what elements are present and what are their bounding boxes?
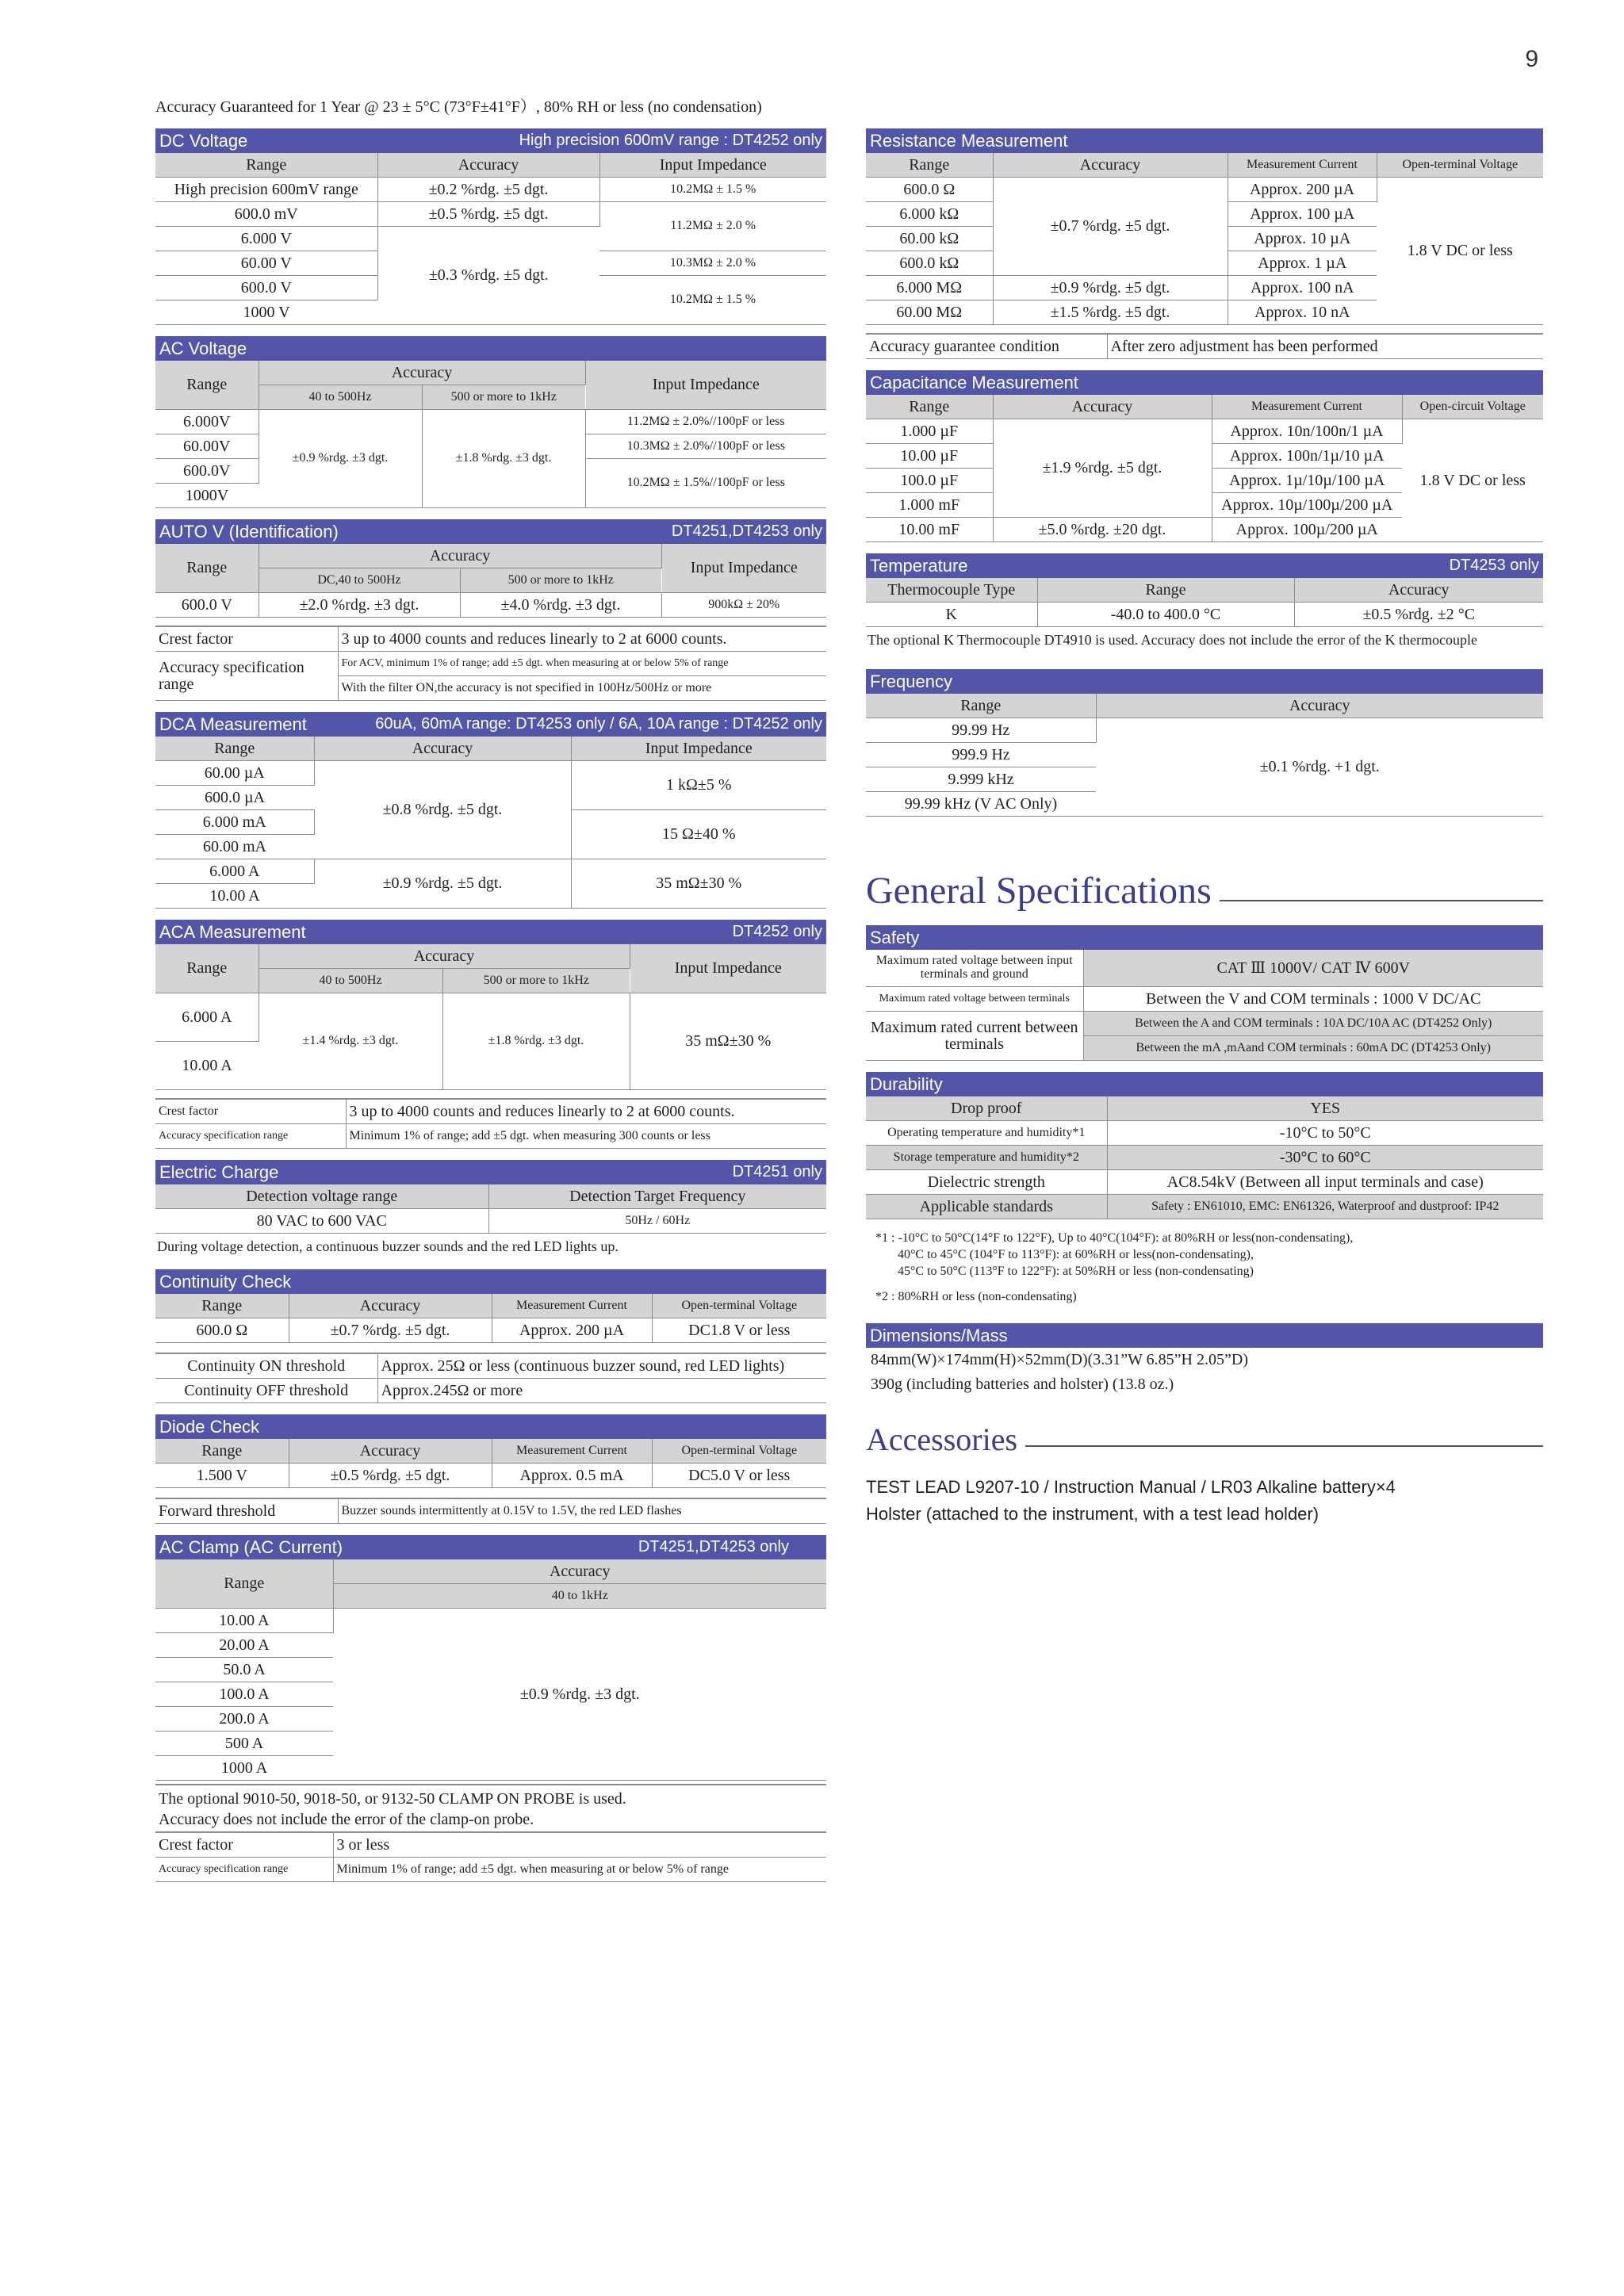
dimensions-line: 84mm(W)×174mm(H)×52mm(D)(3.31”W 6.85”H 2.05”D) [871, 1351, 1248, 1369]
table-cell: Approx. 0.5 mA [492, 1464, 652, 1488]
row-label: Maximum rated current between terminals [866, 1012, 1083, 1061]
table-cell: K [866, 603, 1037, 627]
table-cell: Approx. 200 µA [492, 1318, 652, 1343]
table-cell: Approx. 10 µA [1228, 227, 1377, 251]
col-header: Input Impedance [585, 361, 826, 410]
row-label: Forward threshold [155, 1498, 338, 1524]
col-header: Accuracy [259, 944, 630, 969]
col-header: Input Impedance [630, 944, 826, 993]
capacitance-section [866, 370, 1543, 542]
row-value: Between the V and COM terminals : 1000 V DC/AC [1083, 987, 1543, 1012]
table-cell: 10.00 µF [866, 444, 993, 469]
table-cell: 10.2MΩ ± 1.5 % [599, 178, 826, 202]
table-cell: 600.0 µA [155, 786, 314, 810]
table-cell: 999.9 Hz [866, 743, 1096, 767]
section-header [866, 925, 1543, 950]
col-header: Measurement Current [492, 1439, 652, 1464]
table-cell: 1.8 V DC or less [1402, 419, 1543, 542]
electric-charge-section [155, 1160, 826, 1258]
accessories-heading [866, 1421, 1543, 1458]
col-subheader: 40 to 1kHz [333, 1584, 826, 1609]
row-value: Minimum 1% of range; add ±5 dgt. when measuring at or below 5% of range [333, 1858, 826, 1882]
section-header [866, 128, 1543, 153]
table-cell: Approx. 1 µA [1228, 251, 1377, 276]
row-label: Operating temperature and humidity*1 [866, 1121, 1107, 1146]
diode-table [155, 1439, 826, 1488]
table-cell: 600.0 kΩ [866, 251, 993, 276]
col-header: Open-circuit Voltage [1402, 395, 1543, 419]
clamp-notes-table [155, 1831, 826, 1882]
table-cell: Approx. 10 nA [1228, 300, 1377, 325]
table-cell: 60.00 MΩ [866, 300, 993, 325]
col-header: Accuracy [993, 153, 1228, 178]
auto-v-section [155, 519, 826, 701]
col-header: Accuracy [1096, 694, 1543, 718]
right-column [866, 128, 1543, 1528]
table-cell: ±1.8 %rdg. ±3 dgt. [422, 410, 585, 508]
durability-footnotes [866, 1230, 1543, 1306]
footnote: 45°C to 50°C (113°F to 122°F): at 50%RH or less (non-condensating) [898, 1264, 1254, 1278]
auto-v-notes-table [155, 626, 826, 701]
table-cell: 1000V [155, 484, 259, 508]
col-header: Range [1037, 578, 1294, 603]
section-title: Safety [870, 928, 920, 947]
section-title: AC Clamp (AC Current) [159, 1537, 343, 1557]
row-value: With the filter ON,the accuracy is not specified in 100Hz/500Hz or more [338, 676, 826, 701]
row-value: YES [1107, 1096, 1543, 1121]
table-cell: ±0.1 %rdg. +1 dgt. [1096, 718, 1543, 817]
col-subheader: 40 to 500Hz [259, 969, 442, 993]
table-cell: Approx. 100 nA [1228, 276, 1377, 300]
row-value: Approx. 25Ω or less (continuous buzzer sound, red LED lights) [377, 1353, 826, 1379]
table-cell: ±0.5 %rdg. ±5 dgt. [377, 202, 599, 227]
section-title: Electric Charge [159, 1162, 279, 1182]
col-header: Accuracy [259, 544, 661, 568]
table-cell: High precision 600mV range [155, 178, 377, 202]
row-value: 3 up to 4000 counts and reduces linearly to 2 at 6000 counts. [346, 1099, 826, 1124]
table-cell: 9.999 kHz [866, 767, 1096, 792]
table-cell: 60.00 kΩ [866, 227, 993, 251]
table-cell: 900kΩ ± 20% [661, 593, 826, 618]
capacitance-table [866, 395, 1543, 542]
col-header: Measurement Current [1212, 395, 1402, 419]
row-label: Continuity OFF threshold [155, 1379, 377, 1403]
section-title: Frequency [870, 672, 952, 691]
row-label: Applicable standards [866, 1195, 1107, 1219]
section-header [866, 553, 1543, 578]
section-header [155, 1414, 826, 1439]
table-cell: 20.00 A [155, 1633, 333, 1658]
clamp-note [155, 1785, 826, 1831]
table-cell: Approx. 1µ/10µ/100 µA [1212, 469, 1402, 493]
section-note: DT4251 only [732, 1163, 822, 1181]
table-cell: ±0.5 %rdg. ±5 dgt. [289, 1464, 492, 1488]
col-header: Detection voltage range [155, 1184, 488, 1209]
col-header: Input Impedance [571, 737, 826, 761]
col-subheader: 500 or more to 1kHz [460, 568, 661, 593]
table-cell: 1.000 mF [866, 493, 993, 518]
table-cell: 6.000 kΩ [866, 202, 993, 227]
table-cell: 600.0V [155, 459, 259, 484]
col-header: Range [866, 694, 1096, 718]
table-cell: 35 mΩ±30 % [571, 859, 826, 909]
aca-table [155, 944, 826, 1090]
resistance-table [866, 153, 1543, 325]
table-cell: 10.2MΩ ± 1.5%//100pF or less [585, 459, 826, 508]
table-cell: ±0.9 %rdg. ±5 dgt. [314, 859, 571, 909]
section-title: Resistance Measurement [870, 131, 1068, 151]
auto-v-table [155, 544, 826, 618]
section-title: Continuity Check [159, 1272, 292, 1292]
safety-table [866, 950, 1543, 1061]
row-label: Accuracy guarantee condition [866, 334, 1107, 359]
table-cell: 6.000 A [155, 993, 259, 1042]
clamp-note-line: Accuracy does not include the error of the clamp-on probe. [159, 1811, 534, 1828]
table-cell: 99.99 kHz (V AC Only) [866, 792, 1096, 817]
table-cell: Approx. 10µ/100µ/200 µA [1212, 493, 1402, 518]
table-cell: ±0.9 %rdg. ±3 dgt. [333, 1609, 826, 1781]
footnote: *2 : 80%RH or less (non-condensating) [875, 1290, 1077, 1304]
resistance-section [866, 128, 1543, 359]
dc-voltage-table [155, 153, 826, 325]
col-header: Input Impedance [661, 544, 826, 593]
table-cell: ±1.5 %rdg. ±5 dgt. [993, 300, 1228, 325]
row-label: Drop proof [866, 1096, 1107, 1121]
table-cell: Approx. 200 µA [1228, 178, 1377, 202]
footnote: During voltage detection, a continuous buzzer sounds and the red LED lights up. [157, 1238, 619, 1254]
section-note: 60uA, 60mA range: DT4253 only / 6A, 10A range : DT4252 only [375, 715, 822, 733]
col-header: Range [155, 1294, 289, 1318]
row-value: 3 or less [333, 1832, 826, 1858]
table-cell: 60.00 mA [155, 835, 314, 859]
col-header: Range [866, 395, 993, 419]
resistance-condition-table [866, 333, 1543, 359]
col-header: Measurement Current [492, 1294, 652, 1318]
accessories-text [866, 1474, 1543, 1528]
table-cell: 1000 V [155, 300, 377, 325]
dc-voltage-section [155, 128, 826, 325]
table-cell: 10.00 A [155, 1609, 333, 1633]
table-cell: 60.00 V [155, 251, 377, 276]
section-header [866, 1072, 1543, 1096]
section-title: AC Voltage [159, 339, 247, 358]
page-number: 9 [1525, 46, 1538, 72]
section-note: High precision 600mV range : DT4252 only [519, 132, 822, 149]
electric-charge-table [155, 1184, 826, 1234]
col-subheader: 500 or more to 1kHz [442, 969, 630, 993]
col-header: Open-terminal Voltage [652, 1294, 826, 1318]
section-title: DCA Measurement [159, 714, 307, 734]
col-header: Accuracy [993, 395, 1212, 419]
col-subheader: DC,40 to 500Hz [259, 568, 460, 593]
table-cell: 6.000 A [155, 859, 314, 884]
row-value: Approx.245Ω or more [377, 1379, 826, 1403]
table-cell: 10.3MΩ ± 2.0 % [599, 251, 826, 276]
table-cell: 99.99 Hz [866, 718, 1096, 743]
table-cell: 15 Ω±40 % [571, 810, 826, 859]
table-cell: Approx. 100µ/200 µA [1212, 518, 1402, 542]
col-header: Accuracy [289, 1439, 492, 1464]
table-cell: 11.2MΩ ± 2.0%//100pF or less [585, 410, 826, 434]
temperature-table [866, 578, 1543, 627]
table-cell: 100.0 µF [866, 469, 993, 493]
table-cell: ±0.5 %rdg. ±2 °C [1294, 603, 1543, 627]
table-cell: 6.000V [155, 410, 259, 434]
section-header [155, 920, 826, 944]
aca-section [155, 920, 826, 1149]
row-value: Minimum 1% of range; add ±5 dgt. when measuring 300 counts or less [346, 1124, 826, 1149]
col-header: Accuracy [1294, 578, 1543, 603]
table-cell: 11.2MΩ ± 2.0 % [599, 202, 826, 251]
table-cell: 600.0 V [155, 276, 377, 300]
ac-voltage-section [155, 336, 826, 508]
footnote: 40°C to 45°C (104°F to 113°F): at 60%RH or less(non-condensating), [898, 1247, 1254, 1261]
table-cell: 10.00 mF [866, 518, 993, 542]
table-cell: 50Hz / 60Hz [488, 1209, 826, 1234]
accuracy-guarantee-note: Accuracy Guaranteed for 1 Year @ 23 ± 5°C (73°F±41°F）, 80% RH or less (no condensation) [155, 98, 762, 116]
table-cell: Approx. 100 µA [1228, 202, 1377, 227]
row-label: Crest factor [155, 626, 338, 652]
row-value: AC8.54kV (Between all input terminals and case) [1107, 1170, 1543, 1195]
table-cell: 80 VAC to 600 VAC [155, 1209, 488, 1234]
table-cell: 50.0 A [155, 1658, 333, 1682]
col-header: Range [155, 544, 259, 593]
table-cell: ±0.7 %rdg. ±5 dgt. [289, 1318, 492, 1343]
row-value: Buzzer sounds intermittently at 0.15V to 1.5V, the red LED flashes [338, 1498, 826, 1524]
table-cell: 1000 A [155, 1756, 333, 1781]
col-header: Accuracy [259, 361, 585, 385]
col-header: Range [866, 153, 993, 178]
row-value: 3 up to 4000 counts and reduces linearly to 2 at 6000 counts. [338, 626, 826, 652]
durability-section [866, 1072, 1543, 1306]
col-header: Open-terminal Voltage [652, 1439, 826, 1464]
safety-section [866, 925, 1543, 1061]
frequency-section [866, 669, 1543, 817]
row-label: Accuracy specification range [155, 1124, 346, 1149]
table-cell: -40.0 to 400.0 °C [1037, 603, 1294, 627]
section-header [155, 712, 826, 737]
table-cell: 600.0 Ω [866, 178, 993, 202]
page-title: General Specifications [866, 870, 1212, 912]
section-header [155, 519, 826, 544]
section-note: DT4252 only [732, 923, 822, 940]
table-cell: ±0.9 %rdg. ±5 dgt. [993, 276, 1228, 300]
row-label: Crest factor [155, 1832, 333, 1858]
table-cell: 1.500 V [155, 1464, 289, 1488]
row-value: For ACV, minimum 1% of range; add ±5 dgt. when measuring at or below 5% of range [338, 652, 826, 676]
accessories-line: TEST LEAD L9207-10 / Instruction Manual / LR03 Alkaline battery×4 [866, 1477, 1396, 1498]
section-title: Dimensions/Mass [870, 1326, 1008, 1346]
row-label: Storage temperature and humidity*2 [866, 1146, 1107, 1170]
row-label: Accuracy specification range [155, 1858, 333, 1882]
footnote: *1 : -10°C to 50°C(14°F to 122°F), Up to 40°C(104°F): at 80%RH or less(non-condensating), [875, 1231, 1354, 1245]
row-label: Accuracy specification range [155, 652, 338, 701]
col-header: Range [155, 153, 377, 178]
table-cell: 10.3MΩ ± 2.0%//100pF or less [585, 434, 826, 459]
table-cell: 600.0 V [155, 593, 259, 618]
col-header: Detection Target Frequency [488, 1184, 826, 1209]
footnote: The optional K Thermocouple DT4910 is used. Accuracy does not include the error of the K thermocouple [868, 632, 1477, 648]
dca-table [155, 737, 826, 909]
table-cell: 10.00 A [155, 1042, 259, 1090]
table-cell: ±0.2 %rdg. ±5 dgt. [377, 178, 599, 202]
diode-check-section [155, 1414, 826, 1524]
row-value: After zero adjustment has been performed [1107, 334, 1543, 359]
section-title: Capacitance Measurement [870, 373, 1078, 392]
section-title: Durability [870, 1074, 943, 1094]
table-cell: ±1.4 %rdg. ±3 dgt. [259, 993, 442, 1090]
section-header [866, 370, 1543, 395]
durability-table [866, 1096, 1543, 1219]
col-header: Range [155, 1439, 289, 1464]
row-value: CAT Ⅲ 1000V/ CAT Ⅳ 600V [1083, 950, 1543, 987]
accessories-title: Accessories [866, 1422, 1018, 1458]
section-header [866, 1323, 1543, 1348]
table-cell: ±5.0 %rdg. ±20 dgt. [993, 518, 1212, 542]
table-cell: 1 kΩ±5 % [571, 761, 826, 810]
col-header: Accuracy [377, 153, 599, 178]
ac-clamp-section [155, 1535, 826, 1882]
row-label: Crest factor [155, 1099, 346, 1124]
table-cell: ±0.8 %rdg. ±5 dgt. [314, 761, 571, 859]
frequency-table [866, 694, 1543, 817]
section-note: DT4251,DT4253 only [638, 1538, 789, 1556]
section-header [155, 1269, 826, 1294]
col-header: Range [155, 737, 314, 761]
col-subheader: 40 to 500Hz [259, 385, 422, 410]
table-cell: 600.0 Ω [155, 1318, 289, 1343]
row-value: Between the A and COM terminals : 10A DC/10A AC (DT4252 Only) [1083, 1012, 1543, 1036]
section-title: ACA Measurement [159, 922, 306, 942]
table-cell: 10.00 A [155, 884, 314, 909]
continuity-check-section [155, 1269, 826, 1403]
table-cell: ±2.0 %rdg. ±3 dgt. [259, 593, 460, 618]
left-column [155, 128, 826, 1882]
row-value: -30°C to 60°C [1107, 1146, 1543, 1170]
table-cell: ±0.9 %rdg. ±3 dgt. [259, 410, 422, 508]
table-cell: 60.00V [155, 434, 259, 459]
col-header: Accuracy [314, 737, 571, 761]
col-header: Range [155, 1559, 333, 1609]
table-cell: 6.000 V [155, 227, 377, 251]
continuity-threshold-table [155, 1353, 826, 1403]
section-header [155, 1535, 826, 1559]
table-cell: ±4.0 %rdg. ±3 dgt. [460, 593, 661, 618]
table-cell: DC1.8 V or less [652, 1318, 826, 1343]
mass-line: 390g (including batteries and holster) (13.8 oz.) [871, 1376, 1174, 1394]
section-title: Temperature [870, 556, 968, 576]
section-title: AUTO V (Identification) [159, 522, 339, 541]
ac-clamp-table [155, 1559, 826, 1781]
col-header: Thermocouple Type [866, 578, 1037, 603]
table-cell: 60.00 µA [155, 761, 314, 786]
temperature-section [866, 553, 1543, 652]
col-subheader: 500 or more to 1kHz [422, 385, 585, 410]
row-label: Maximum rated voltage between terminals [866, 987, 1083, 1012]
col-header: Accuracy [333, 1559, 826, 1584]
section-title: DC Voltage [159, 131, 248, 151]
table-cell: 1.8 V DC or less [1377, 178, 1543, 325]
section-header [155, 128, 826, 153]
section-title: Diode Check [159, 1417, 259, 1437]
accessories-line: Holster (attached to the instrument, with a test lead holder) [866, 1504, 1320, 1525]
table-cell: 6.000 MΩ [866, 276, 993, 300]
table-cell: Approx. 100n/1µ/10 µA [1212, 444, 1402, 469]
row-value: -10°C to 50°C [1107, 1121, 1543, 1146]
section-note: DT4253 only [1449, 557, 1539, 574]
section-header [866, 669, 1543, 694]
table-cell: ±0.7 %rdg. ±5 dgt. [993, 178, 1228, 276]
clamp-note-line: The optional 9010-50, 9018-50, or 9132-50 CLAMP ON PROBE is used. [159, 1790, 626, 1808]
general-specifications-heading [866, 869, 1543, 913]
col-header: Input Impedance [599, 153, 826, 178]
section-header [155, 1160, 826, 1184]
aca-notes-table [155, 1098, 826, 1149]
table-cell: Approx. 10n/100n/1 µA [1212, 419, 1402, 444]
row-label: Dielectric strength [866, 1170, 1107, 1195]
col-header: Accuracy [289, 1294, 492, 1318]
dca-section [155, 712, 826, 909]
col-header: Range [155, 361, 259, 410]
table-cell: 200.0 A [155, 1707, 333, 1732]
row-value: Between the mA ,mAand COM terminals : 60mA DC (DT4253 Only) [1083, 1036, 1543, 1061]
table-cell: 10.2MΩ ± 1.5 % [599, 276, 826, 325]
ac-voltage-table [155, 361, 826, 508]
table-cell: ±1.9 %rdg. ±5 dgt. [993, 419, 1212, 518]
table-cell: 600.0 mV [155, 202, 377, 227]
row-label: Continuity ON threshold [155, 1353, 377, 1379]
table-cell: 6.000 mA [155, 810, 314, 835]
table-cell: 500 A [155, 1732, 333, 1756]
table-cell: 1.000 µF [866, 419, 993, 444]
table-cell: ±0.3 %rdg. ±5 dgt. [377, 227, 599, 325]
row-value: Safety : EN61010, EMC: EN61326, Waterproof and dustproof: IP42 [1107, 1195, 1543, 1219]
continuity-table [155, 1294, 826, 1343]
table-cell: 100.0 A [155, 1682, 333, 1707]
section-note: DT4251,DT4253 only [671, 522, 822, 540]
table-cell: ±1.8 %rdg. ±3 dgt. [442, 993, 630, 1090]
diode-threshold-table [155, 1498, 826, 1524]
row-label: Maximum rated voltage between input terminals and ground [866, 950, 1083, 987]
section-header [155, 336, 826, 361]
col-header: Range [155, 944, 259, 993]
dimensions-text [866, 1348, 1543, 1397]
dimensions-section [866, 1323, 1543, 1397]
table-cell: DC5.0 V or less [652, 1464, 826, 1488]
col-header: Open-terminal Voltage [1377, 153, 1543, 178]
table-cell: 35 mΩ±30 % [630, 993, 826, 1090]
col-header: Measurement Current [1228, 153, 1377, 178]
